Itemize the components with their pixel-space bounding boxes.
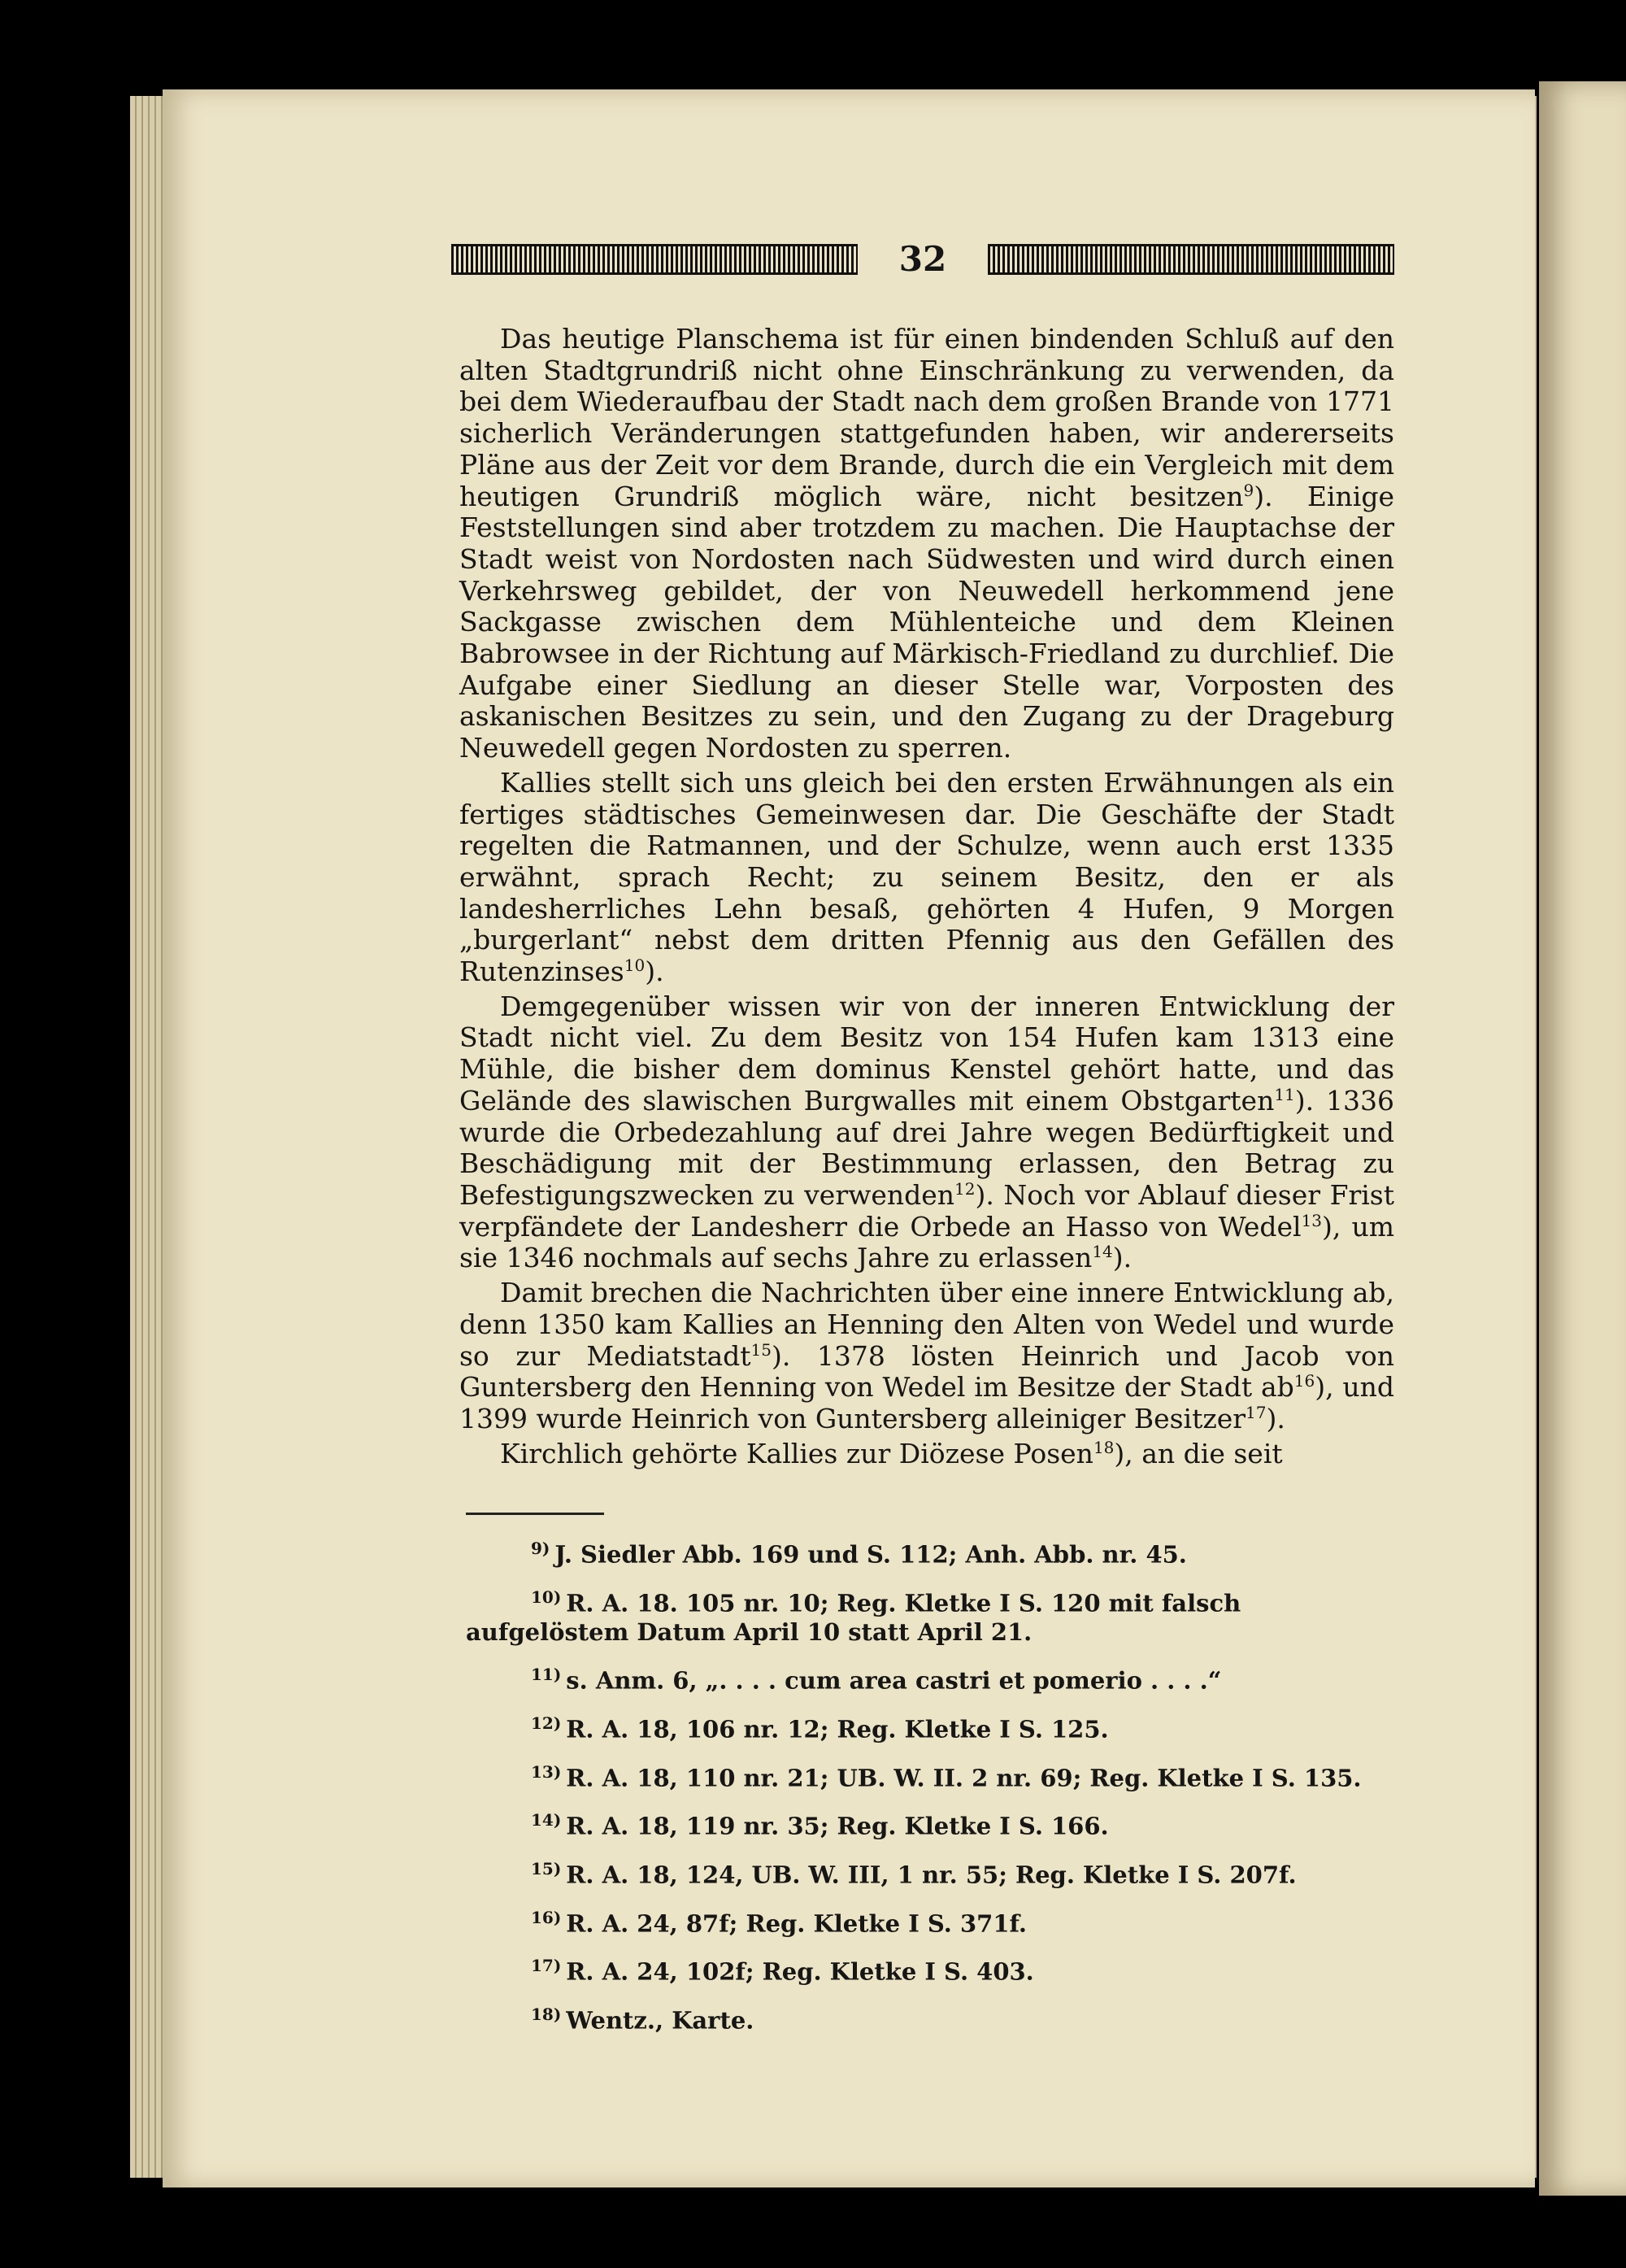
footnote-number: 12) — [531, 1713, 562, 1733]
footnote-16 — [466, 1890, 1393, 1939]
paragraph-1-text-2: ). Einige Feststellungen sind aber trotzdem zu machen. Die Hauptachse der Stadt weist von Nordosten nach Südwesten und wird durch einen Verkehrsweg gebildet, der von Neuwedell herkommend jene Sackgasse zwischen dem Mühlenteiche und dem Kleinen Babrowsee in der Richtung auf Märkisch-Friedland zu durchlief. Die Aufgabe einer Siedlung an dieser Stelle war, Vorposten des askanischen Besitzes zu sein, und den Zugang zu der Drageburg Neuwedell gegen Nordosten zu sperren. — [459, 480, 1394, 764]
footnotes — [466, 1521, 1393, 2035]
paragraph-4 — [459, 1278, 1394, 1435]
footnote-9 — [466, 1521, 1393, 1569]
footnote-number: 14) — [531, 1810, 562, 1831]
paragraph-5-text-1: Kirchlich gehörte Kallies zur Diözese Posen — [500, 1437, 1093, 1469]
footnote-number: 11) — [531, 1665, 562, 1685]
paragraph-2-text-2: ). — [645, 956, 664, 988]
footnote-number: 15) — [531, 1858, 562, 1878]
page-number: 32 — [898, 239, 947, 279]
footnote-number: 16) — [531, 1907, 562, 1927]
footnote-ref-9[interactable]: 9 — [1243, 480, 1254, 500]
footnote-ref-18[interactable]: 18 — [1093, 1437, 1115, 1457]
paragraph-3-text-3: ). Noch vor Ablauf dieser Frist verpfändete der Landesherr die Orbede an Hasso von Wedel — [459, 1178, 1394, 1243]
footnote-text: R. A. 24, 102f; Reg. Kletke I S. 403. — [566, 1957, 1034, 1986]
header-rule-left — [451, 244, 858, 275]
footnote-text: Wentz., Karte. — [566, 2006, 754, 2035]
paragraph-2-text-1: Kallies stellt sich uns gleich bei den ersten Erwähnungen als ein fertiges städtisches Gemeinwesen dar. Die Geschäfte der Stadt regelten die Ratmannen, und der Schulze, wenn auch erst 1335 erwähnt, sprach Recht; zu seinem Besitz, den er als landesherrliches Lehn besaß, gehörten 4 Hufen, 9 Morgen „burgerlant“ nebst dem dritten Pfennig aus den Gefällen des Rutenzinses — [459, 766, 1394, 988]
footnote-text: R. A. 18, 119 nr. 35; Reg. Kletke I S. 166. — [566, 1812, 1109, 1840]
page-header — [451, 239, 1394, 279]
footnote-15 — [466, 1841, 1393, 1890]
footnote-ref-11[interactable]: 11 — [1274, 1084, 1295, 1104]
footnote-ref-16[interactable]: 16 — [1293, 1371, 1315, 1391]
footnote-number: 10) — [531, 1587, 562, 1607]
footnote-ref-13[interactable]: 13 — [1301, 1210, 1323, 1230]
footnote-text: R. A. 18, 110 nr. 21; UB. W. II. 2 nr. 69; Reg. Kletke I S. 135. — [566, 1764, 1362, 1792]
paragraph-5-text-2: ), an die seit — [1114, 1437, 1283, 1469]
footnote-ref-15[interactable]: 15 — [750, 1339, 772, 1360]
paragraph-3-text-4: ), um sie 1346 nochmals auf sechs Jahre zu erlassen — [459, 1210, 1394, 1274]
footnote-text: R. A. 18, 124, UB. W. III, 1 nr. 55; Reg. Kletke I S. 207f. — [566, 1861, 1297, 1889]
footnote-divider — [466, 1513, 604, 1515]
facing-page-edge — [1539, 81, 1626, 2196]
footnote-10 — [466, 1569, 1393, 1648]
footnote-number: 9) — [531, 1539, 550, 1558]
paragraph-3-text-2: ). 1336 wurde die Orbedezahlung auf drei Jahre wegen Bedürftigkeit und Beschädigung mit der Bestimmung erlassen, den Betrag zu Befestigungszwecken zu verwenden — [459, 1084, 1394, 1211]
paragraph-1-text-1: Das heutige Planschema ist für einen bindenden Schluß auf den alten Stadtgrundriß nicht ohne Einschränkung zu verwenden, da bei dem Wiederaufbau der Stadt nach dem großen Brande von 1771 sicherlich Veränderungen stattgefunden haben, wir andererseits Pläne aus der Zeit vor dem Brande, durch die ein Vergleich mit dem heutigen Grundriß möglich wäre, nicht besitzen — [459, 323, 1394, 512]
footnote-text: J. Siedler Abb. 169 und S. 112; Anh. Abb. nr. 45. — [554, 1540, 1187, 1569]
footnote-number: 17) — [531, 1956, 562, 1976]
paragraph-2 — [459, 768, 1394, 988]
paragraph-4-text-2: ). 1378 lösten Heinrich und Jacob von Guntersberg den Henning von Wedel im Besitze der Stadt ab — [459, 1339, 1394, 1404]
paragraph-3-text-1: Demgegenüber wissen wir von der inneren Entwicklung der Stadt nicht viel. Zu dem Besitz von 154 Hufen kam 1313 eine Mühle, die bisher dem dominus Kenstel gehört hatte, und das Gelände des slawischen Burgwalles mit einem Obstgarten — [459, 990, 1394, 1117]
footnote-number: 18) — [531, 2004, 562, 2024]
footnote-number: 13) — [531, 1761, 562, 1782]
footnote-text: R. A. 18, 106 nr. 12; Reg. Kletke I S. 125. — [566, 1715, 1109, 1743]
footnote-ref-14[interactable]: 14 — [1092, 1242, 1113, 1262]
paragraph-5 — [459, 1439, 1394, 1470]
paragraph-1 — [459, 324, 1394, 764]
footnote-text: R. A. 24, 87f; Reg. Kletke I S. 371f. — [566, 1909, 1028, 1938]
footnote-text: s. Anm. 6, „. . . . cum area castri et pomerio . . . .“ — [566, 1666, 1222, 1695]
paragraph-4-text-1: Damit brechen die Nachrichten über eine innere Entwicklung ab, denn 1350 kam Kallies an Henning den Alten von Wedel und wurde so zur Mediatstadt — [459, 1277, 1394, 1372]
footnote-14 — [466, 1792, 1393, 1841]
paragraph-3-text-5: ). — [1112, 1242, 1133, 1274]
footnote-ref-10[interactable]: 10 — [624, 956, 646, 976]
paragraph-4-text-4: ). — [1266, 1402, 1285, 1434]
header-rule-right — [988, 244, 1394, 275]
footnote-13 — [466, 1744, 1393, 1793]
paragraph-3 — [459, 991, 1394, 1274]
body-text — [459, 324, 1394, 1469]
paragraph-4-text-3: ), und 1399 wurde Heinrich von Guntersberg alleiniger Besitzer — [459, 1371, 1394, 1434]
footnote-18 — [466, 1987, 1393, 2035]
footnote-text: R. A. 18. 105 nr. 10; Reg. Kletke I S. 120 mit falsch aufgelöstem Datum April 10 statt April 21. — [466, 1589, 1241, 1647]
footnote-ref-17[interactable]: 17 — [1246, 1402, 1267, 1422]
footnote-11 — [466, 1647, 1393, 1696]
footnote-12 — [466, 1696, 1393, 1744]
footnote-ref-12[interactable]: 12 — [954, 1178, 976, 1199]
footnote-17 — [466, 1938, 1393, 1987]
